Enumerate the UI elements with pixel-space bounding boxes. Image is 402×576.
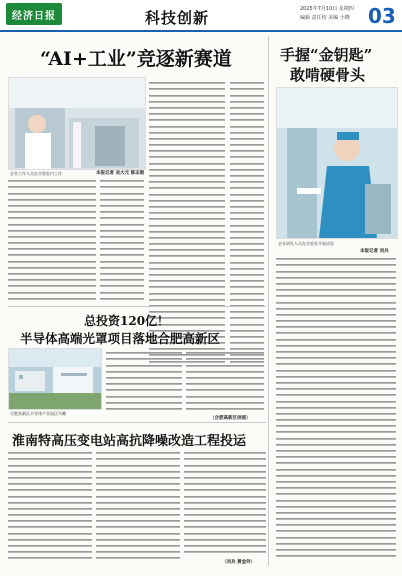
side-photo-caption: 企业研发人员在实验室开展试验 bbox=[278, 241, 334, 246]
header-rule bbox=[0, 30, 402, 32]
side-headline-line-1: 手握“金钥匙” bbox=[280, 46, 373, 64]
editor-credits: 编辑 责任校 美编 小晓 bbox=[300, 15, 350, 21]
side-photo bbox=[276, 87, 398, 239]
side-text bbox=[276, 256, 396, 559]
main-byline: 本报记者 吴大元 陈志刚 bbox=[96, 171, 145, 176]
hv-headline: 半导体高端光罩项目落地合肥高新区 bbox=[20, 331, 221, 346]
power-headline: 淮南特高压变电站高抗降噪改造工程投运 bbox=[12, 434, 247, 449]
main-text-col-3 bbox=[230, 80, 264, 365]
power-text-col-1 bbox=[8, 450, 92, 561]
column-divider bbox=[268, 36, 269, 566]
hv-text-col-1 bbox=[106, 350, 182, 412]
main-text-col-1b bbox=[100, 178, 144, 302]
hv-photo-caption: 合肥高新区半导体产业园区鸟瞰 bbox=[10, 411, 66, 416]
main-photo-caption: 企业工作人员在实验室内工作 bbox=[10, 171, 62, 176]
power-byline: （刘兵 黄金玲） bbox=[222, 560, 256, 565]
section-title: 科技创新 bbox=[145, 9, 210, 27]
hv-byline: （合肥高新区供图） bbox=[210, 416, 251, 421]
hv-kicker: 总投资120亿！ bbox=[84, 314, 170, 328]
masthead bbox=[0, 0, 402, 32]
main-photo bbox=[8, 77, 146, 170]
side-headline-line-2: 敢啃硬骨头 bbox=[290, 66, 366, 84]
section-divider-1 bbox=[8, 306, 266, 307]
main-text-col-1 bbox=[8, 178, 96, 302]
side-byline: 本报记者 刘兵 bbox=[360, 249, 389, 254]
hv-text-col-2 bbox=[186, 350, 264, 412]
newspaper-logo: 经济日报 bbox=[6, 3, 62, 25]
main-headline: “AI+工业”竞逐新赛道 bbox=[40, 48, 232, 70]
section-divider-2 bbox=[8, 422, 266, 423]
power-text-col-2 bbox=[96, 450, 180, 561]
issue-date: 2025年7月10日 星期四 bbox=[300, 6, 354, 12]
page-number: 03 bbox=[368, 4, 396, 28]
power-text-col-3 bbox=[184, 450, 266, 555]
hv-photo bbox=[8, 348, 102, 410]
